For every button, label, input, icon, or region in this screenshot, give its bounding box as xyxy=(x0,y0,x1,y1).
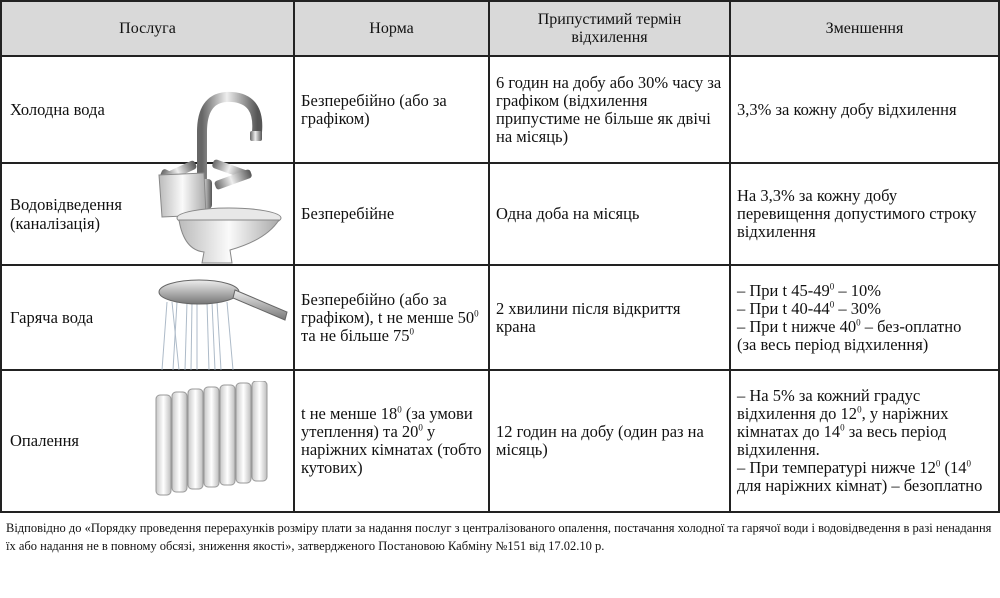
reduction-line: – При температурі нижче $12^0$ ($14^0$ для наріжних кімнат) – безоплатно xyxy=(737,458,983,495)
norm-cell: Безперебійне xyxy=(294,163,489,265)
header-row xyxy=(1,1,999,56)
service-cell xyxy=(1,370,294,512)
norm-cell: t не менше $18^0$ (за умови утеплення) та $20^0$ у наріжних кімнатах (тобто кутових) xyxy=(294,370,489,512)
service-cell xyxy=(1,163,294,265)
reduction-line: – При t $45-49^0 - 10\%$ xyxy=(737,280,881,300)
table-row xyxy=(1,56,999,163)
table-row xyxy=(1,163,999,265)
reduction-line: – При t нижче $40^0$ – без-оплатно xyxy=(737,316,962,336)
deviation-cell: Одна доба на місяць xyxy=(489,163,730,265)
reduction-cell: На 3,3% за кожну добу перевищення допустимого строку відхилення xyxy=(730,163,999,265)
header-deviation: Припустимий термін відхилення xyxy=(489,1,730,56)
service-label: Опалення xyxy=(10,431,80,450)
table-row xyxy=(1,265,999,370)
norm-cell: Безперебійно (або за графіком) xyxy=(294,56,489,163)
shower-head-icon xyxy=(157,272,292,372)
header-reduction: Зменшення xyxy=(730,1,999,56)
table-row xyxy=(1,370,999,512)
norm-cell: Безперебійно (або за графіком), t не менше $50^0$ та не більше $75^0$ xyxy=(294,265,489,370)
deviation-cell: 6 годин на добу або 30% часу за графіком (відхилення припустиме не більше як двічі на місяць) xyxy=(489,56,730,163)
service-cell xyxy=(1,265,294,370)
reduction-line: – При t $40-44^0 - 30\%$ xyxy=(737,298,881,318)
toilet-icon xyxy=(154,170,284,265)
deviation-cell: 2 хвилини після відкриття крана xyxy=(489,265,730,370)
service-cell xyxy=(1,56,294,163)
header-service: Послуга xyxy=(1,1,294,56)
deviation-cell: 12 годин на добу (один раз на місяць) xyxy=(489,370,730,512)
radiator-icon xyxy=(150,381,275,501)
reduction-cell xyxy=(730,265,999,370)
header-norm: Норма xyxy=(294,1,489,56)
service-label: Холодна вода xyxy=(10,99,105,119)
reduction-cell: – На 5% за кожний градус відхилення до $12^0$, у наріжних кімнатах до $14^0$ за весь період відхилення. – При температурі нижче $12^0$ ($14^0$ для наріжних кімнат) – безоплатно xyxy=(730,370,999,512)
service-label: Гаряча вода xyxy=(10,307,94,327)
reduction-cell: 3,3% за кожну добу відхилення xyxy=(730,56,999,163)
reduction-line: (за весь період відхилення) xyxy=(737,334,929,354)
footnote: Відповідно до «Порядку проведення перерахунків розміру плати за надання послуг з централізованого опалення, постачання холодної та гарячої води і водовідведення в разі ненадання їх або надання не в повному обсязі, зниження якості», затвердженого Постановою Кабміну №151 від 17.02.10 р. xyxy=(6,521,992,553)
service-label: Водовідведення (каналізація) xyxy=(10,195,122,233)
